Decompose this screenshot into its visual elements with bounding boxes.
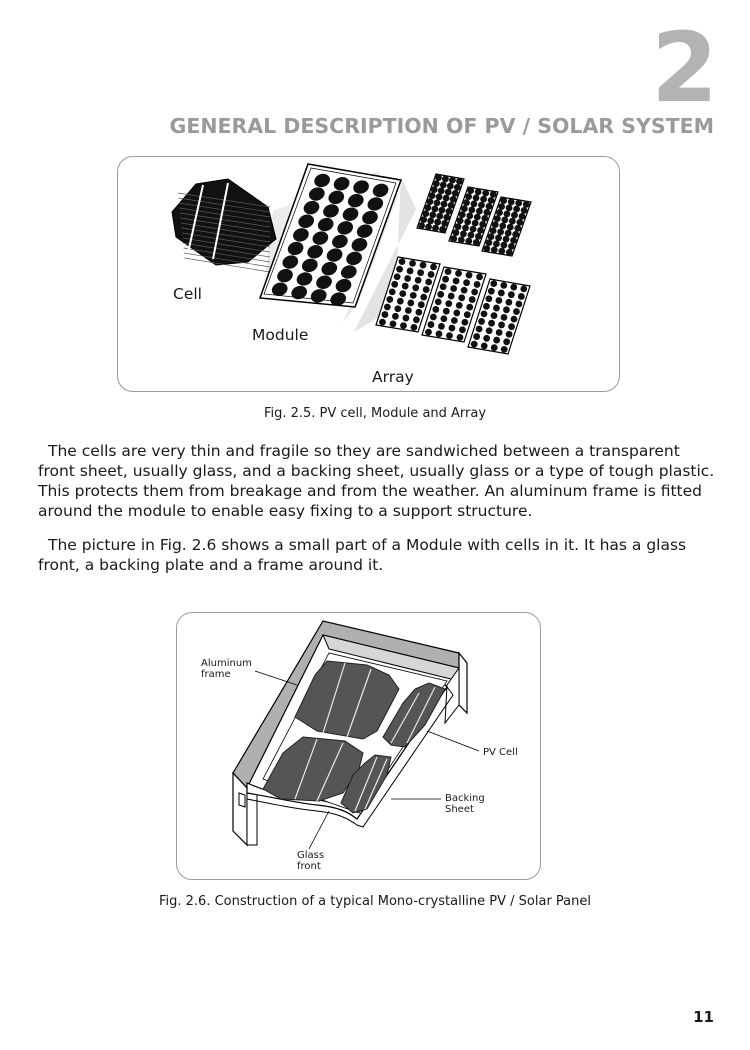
array-cell <box>510 237 517 244</box>
figure-panel-construction <box>176 612 541 880</box>
array-cell <box>496 209 503 216</box>
array-cell <box>412 284 419 291</box>
array-cell <box>495 234 502 241</box>
array-cell <box>420 294 427 301</box>
array-cell <box>438 207 445 214</box>
array-cell <box>512 231 519 238</box>
array-cell <box>500 282 507 289</box>
array-cell <box>424 204 431 211</box>
array-cell <box>494 215 501 222</box>
array-cell <box>486 327 493 334</box>
array-cell <box>509 218 516 225</box>
array-cell <box>394 273 401 280</box>
array-label: Array <box>372 368 414 386</box>
array-cell <box>506 331 513 338</box>
pv-cell-icon <box>172 179 276 272</box>
array-cell <box>456 178 463 185</box>
array-cell <box>508 291 515 298</box>
array-cell <box>440 283 447 290</box>
array-cell <box>466 304 473 311</box>
array-cell <box>486 203 493 210</box>
array-cell <box>491 246 498 253</box>
array-cell <box>451 317 458 324</box>
array-cell <box>475 233 482 240</box>
array-cell <box>409 260 416 267</box>
array-cell <box>448 202 455 209</box>
array-cell <box>457 217 464 224</box>
section-title: GENERAL DESCRIPTION OF PV / SOLAR SYSTEM <box>169 114 714 138</box>
array-cell <box>453 310 460 317</box>
array-cell <box>506 249 513 256</box>
array-cell <box>504 210 511 217</box>
array-cell <box>433 180 440 187</box>
array-cell <box>436 330 443 337</box>
array-cell <box>382 311 389 318</box>
array-cell <box>498 248 505 255</box>
array-cell <box>476 326 483 333</box>
array-cell <box>435 298 442 305</box>
array-cell <box>460 230 467 237</box>
array-cell <box>390 320 397 327</box>
array-cell <box>455 223 462 230</box>
array-cell <box>431 186 438 193</box>
array-cell <box>471 341 478 348</box>
array-cell <box>436 193 443 200</box>
figure-pv-cell-module-array <box>117 156 620 392</box>
array-cell <box>473 239 480 246</box>
array-cell <box>480 196 487 203</box>
array-cell <box>445 268 452 275</box>
array-cell <box>425 223 432 230</box>
array-cell <box>521 207 528 214</box>
aluminum-frame-label-2: frame <box>201 669 231 680</box>
array-cell <box>475 188 482 195</box>
array-cell <box>466 212 473 219</box>
array-cell <box>450 285 457 292</box>
array-cell <box>431 205 438 212</box>
glass-front-label-1: Glass <box>297 850 325 861</box>
paragraph-1: The cells are very thin and fragile so they are sandwiched between a transparent front sheet, usually glass, and a backing sheet, usually glass or a type of tough plastic. This protects them from breakage and from the weather. An aluminum frame is fitted around the module to enable easy fixing to a support structure. <box>38 442 715 520</box>
array-cell <box>404 275 411 282</box>
array-cell <box>399 258 406 265</box>
array-cell <box>435 174 442 181</box>
array-cell <box>470 226 477 233</box>
array-cell <box>449 325 456 332</box>
array-cell <box>458 294 465 301</box>
array-cell <box>403 315 410 322</box>
array-cell <box>506 204 513 211</box>
array-cell <box>471 200 478 207</box>
array-cell <box>491 312 498 319</box>
array-cell <box>505 299 512 306</box>
array-cell <box>443 214 450 221</box>
array-cell <box>423 286 430 293</box>
array-cell <box>454 184 461 191</box>
array-cell <box>488 320 495 327</box>
array-cell <box>513 308 520 315</box>
array-cell <box>450 235 457 242</box>
array-cell <box>497 228 504 235</box>
page-number: 11 <box>693 1008 714 1026</box>
array-cell <box>438 187 445 194</box>
array-cell <box>479 221 486 228</box>
array-cell <box>402 283 409 290</box>
array-cell <box>478 318 485 325</box>
array-cell <box>473 194 480 201</box>
array-cell <box>437 291 444 298</box>
array-cell <box>438 323 445 330</box>
array-cell <box>510 284 517 291</box>
pv-array-icon <box>376 174 531 354</box>
array-cell <box>490 191 497 198</box>
array-cell <box>472 220 479 227</box>
array-cell <box>495 297 502 304</box>
array-cell <box>449 177 456 184</box>
array-cell <box>476 208 483 215</box>
array-cell <box>498 322 505 329</box>
array-cell <box>511 212 518 219</box>
array-cell <box>499 222 506 229</box>
array-cell <box>436 213 443 220</box>
array-cell <box>477 227 484 234</box>
array-cell <box>474 214 481 221</box>
array-cell <box>396 266 403 273</box>
array-cell <box>453 278 460 285</box>
array-cell <box>458 236 465 243</box>
array-cell <box>505 230 512 237</box>
array-cell <box>478 202 485 209</box>
array-cell <box>520 286 527 293</box>
array-cell <box>418 301 425 308</box>
array-cell <box>455 270 462 277</box>
chapter-number: 2 <box>651 12 716 124</box>
array-cell <box>447 183 454 190</box>
array-cell <box>501 216 508 223</box>
panel-construction-illustration <box>177 613 541 880</box>
array-cell <box>508 323 515 330</box>
array-cell <box>427 217 434 224</box>
array-cell <box>432 225 439 232</box>
array-cell <box>474 281 481 288</box>
array-cell <box>511 316 518 323</box>
array-cell <box>496 329 503 336</box>
array-cell <box>500 197 507 204</box>
array-cell <box>483 209 490 216</box>
array-cell <box>448 293 455 300</box>
array-cell <box>488 197 495 204</box>
pv-cell-module-array-illustration <box>118 157 620 392</box>
array-cell <box>515 200 522 207</box>
array-cell <box>483 245 490 252</box>
array-cell <box>445 208 452 215</box>
array-cell <box>468 232 475 239</box>
array-cell <box>465 193 472 200</box>
array-cell <box>420 216 427 223</box>
cell-label: Cell <box>173 285 202 303</box>
array-cell <box>379 319 386 326</box>
array-cell <box>413 316 420 323</box>
array-cell <box>459 326 466 333</box>
array-cell <box>422 210 429 217</box>
backing-sheet-label-2: Sheet <box>445 804 474 815</box>
array-cell <box>464 311 471 318</box>
array-cell <box>493 240 500 247</box>
array-cell <box>461 287 468 294</box>
array-cell <box>457 334 464 341</box>
glass-front-label-2: front <box>297 861 321 872</box>
array-cell <box>439 226 446 233</box>
array-cell <box>434 219 441 226</box>
array-cell <box>432 306 439 313</box>
array-cell <box>442 175 449 182</box>
array-cell <box>420 262 427 269</box>
array-cell <box>425 329 432 336</box>
array-cell <box>445 189 452 196</box>
array-cell <box>483 335 490 342</box>
figure-2-6-caption: Fig. 2.6. Construction of a typical Mono-crystalline PV / Solar Panel <box>158 894 591 909</box>
array-cell <box>488 288 495 295</box>
array-cell <box>405 307 412 314</box>
array-cell <box>465 238 472 245</box>
figure-2-5-caption: Fig. 2.5. PV cell, Module and Array <box>263 406 487 421</box>
array-cell <box>411 324 418 331</box>
array-cell <box>503 338 510 345</box>
array-cell <box>482 190 489 197</box>
array-cell <box>513 206 520 213</box>
array-cell <box>430 264 437 271</box>
array-cell <box>514 225 521 232</box>
array-cell <box>508 198 515 205</box>
array-cell <box>508 243 515 250</box>
array-cell <box>430 314 437 321</box>
paragraph-2: The picture in Fig. 2.6 shows a small part of a Module with cells in it. It has a glass front, a backing plate and a frame around it. <box>38 536 687 574</box>
array-cell <box>464 218 471 225</box>
array-cell <box>440 315 447 322</box>
array-cell <box>488 233 495 240</box>
array-cell <box>498 290 505 297</box>
array-cell <box>429 211 436 218</box>
array-cell <box>459 211 466 218</box>
array-cell <box>428 321 435 328</box>
array-cell <box>461 319 468 326</box>
array-cell <box>407 300 414 307</box>
array-cell <box>386 296 393 303</box>
array-cell <box>469 296 476 303</box>
array-cell <box>452 190 459 197</box>
array-cell <box>400 322 407 329</box>
aluminum-frame-label-1: Aluminum <box>201 658 252 669</box>
array-cell <box>450 196 457 203</box>
array-cell <box>501 346 508 353</box>
array-cell <box>485 295 492 302</box>
array-cell <box>418 222 425 229</box>
array-cell <box>519 213 526 220</box>
array-cell <box>462 224 469 231</box>
array-cell <box>440 181 447 188</box>
array-cell <box>441 201 448 208</box>
array-cell <box>476 274 483 281</box>
array-cell <box>523 201 530 208</box>
array-cell <box>417 269 424 276</box>
array-cell <box>428 271 435 278</box>
array-cell <box>492 221 499 228</box>
array-cell <box>389 288 396 295</box>
array-cell <box>498 203 505 210</box>
array-cell <box>434 199 441 206</box>
array-cell <box>446 332 453 339</box>
array-cell <box>518 293 525 300</box>
array-cell <box>493 305 500 312</box>
array-cell <box>466 272 473 279</box>
array-cell <box>425 279 432 286</box>
array-cell <box>490 227 497 234</box>
array-cell <box>443 195 450 202</box>
array-cell <box>515 301 522 308</box>
array-cell <box>442 276 449 283</box>
backing-sheet-label-1: Backing <box>445 793 485 804</box>
array-cell <box>394 305 401 312</box>
array-cell <box>399 290 406 297</box>
array-cell <box>491 344 498 351</box>
array-cell <box>468 206 475 213</box>
array-cell <box>481 215 488 222</box>
array-cell <box>407 268 414 275</box>
array-cell <box>461 205 468 212</box>
array-cell <box>429 192 436 199</box>
array-cell <box>415 309 422 316</box>
array-cell <box>415 277 422 284</box>
array-cell <box>427 198 434 205</box>
array-cell <box>445 300 452 307</box>
array-cell <box>490 280 497 287</box>
array-cell <box>501 314 508 321</box>
array-cell <box>501 242 508 249</box>
array-cell <box>441 220 448 227</box>
array-cell <box>493 337 500 344</box>
array-cell <box>463 279 470 286</box>
array-cell <box>486 239 493 246</box>
array-cell <box>392 313 399 320</box>
array-cell <box>463 199 470 206</box>
array-cell <box>467 187 474 194</box>
array-cell <box>471 289 478 296</box>
array-cell <box>503 306 510 313</box>
array-cell <box>481 342 488 349</box>
array-cell <box>481 310 488 317</box>
pv-cell-label: PV Cell <box>483 747 518 758</box>
array-cell <box>453 229 460 236</box>
array-cell <box>503 236 510 243</box>
array-cell <box>473 333 480 340</box>
array-cell <box>483 303 490 310</box>
array-cell <box>456 302 463 309</box>
array-cell <box>384 304 391 311</box>
module-label: Module <box>252 326 309 344</box>
array-cell <box>516 219 523 226</box>
array-cell <box>397 298 404 305</box>
array-cell <box>410 292 417 299</box>
array-cell <box>391 281 398 288</box>
array-cell <box>507 224 514 231</box>
array-cell <box>443 308 450 315</box>
